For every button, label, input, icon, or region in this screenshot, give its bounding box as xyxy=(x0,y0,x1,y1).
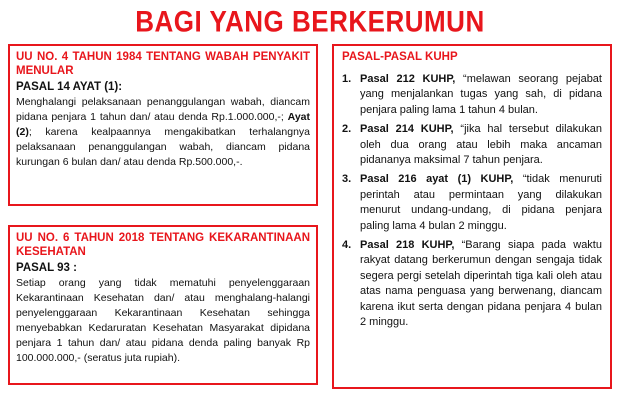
kuhp-box xyxy=(332,44,612,389)
kuhp-item xyxy=(342,238,602,330)
kuhp-item-ref: Pasal 212 KUHP, xyxy=(360,73,456,85)
uu-1984-text-2: ; karena kealpaannya mengakibatkan terhalangnya pelaksanaan penanggulangan wabah, diancam pidana kurungan 6 bulan dan/ atau denda Rp.500.000,-. xyxy=(16,126,310,168)
kuhp-item-text: “Barang siapa pada waktu rakyat datang berkerumun dengan sengaja tidak segera pergi setelah diperintah tiga kali oleh atau atas nama penguasa yang berwenang, diancam karena ikut serta dengan pidana penjara 4 bulan 2 minggu. xyxy=(360,239,602,329)
kuhp-item-ref: Pasal 216 ayat (1) KUHP, xyxy=(360,173,514,186)
uu-2018-pasal: PASAL 93 : xyxy=(16,262,77,274)
uu-1984-pasal: PASAL 14 AYAT (1): xyxy=(16,81,123,93)
uu-1984-text xyxy=(16,95,310,170)
kuhp-title: PASAL-PASAL KUHP xyxy=(342,51,458,63)
kuhp-item-ref: Pasal 214 KUHP, xyxy=(360,123,454,136)
kuhp-item-number: 4. xyxy=(342,239,352,252)
kuhp-list xyxy=(342,72,602,331)
uu-1984-box xyxy=(8,44,318,206)
kuhp-item-text: “melawan seorang pejabat yang menjalankan tugas yang sah, di pidana penjara paling lama 1 tahun 4 bulan. xyxy=(360,73,602,116)
kuhp-item xyxy=(342,172,602,234)
uu-2018-title: UU NO. 6 TAHUN 2018 TENTANG KEKARANTINAAN KESEHATAN xyxy=(16,232,310,258)
kuhp-item-text: “tidak menuruti perintah atau permintaan yang dilakukan menurut undang-undang, di pidana penjara paling lama 4 bulan 2 minggu. xyxy=(360,173,603,232)
kuhp-item-ref: Pasal 218 KUHP, xyxy=(360,239,455,252)
uu-1984-text-1: Menghalangi pelaksanaan penanggulangan wabah, diancam pidana penjara 1 tahun dan/ atau denda Rp.1.000.000,-; xyxy=(16,96,310,123)
uu-2018-text: Setiap orang yang tidak mematuhi penyelenggaraan Kekarantinaan Kesehatan dan/ atau menghalang-halangi penyelenggaraan Kekarantinaan Kesehatan sehingga menyebabkan Kedaruratan Kesehatan Masyarakat dipidana penjara 1 tahun dan/ atau pidana denda paling banyak Rp 100.000.000,- (seratus juta rupiah). xyxy=(16,277,310,364)
kuhp-item-text: “jika hal tersebut dilakukan oleh dua orang atau lebih maka ancaman pidananya maksimal 7 tahun penjara. xyxy=(360,123,602,167)
kuhp-item xyxy=(342,122,602,168)
uu-1984-title: UU NO. 4 TAHUN 1984 TENTANG WABAH PENYAKIT MENULAR xyxy=(16,51,310,77)
kuhp-item-number: 3. xyxy=(342,173,352,186)
kuhp-item-number: 1. xyxy=(342,73,352,85)
kuhp-item xyxy=(342,72,602,118)
uu-2018-box xyxy=(8,225,318,385)
uu-1984-ayat-2: Ayat (2) xyxy=(16,111,310,138)
kuhp-item-number: 2. xyxy=(342,123,352,136)
page-title: BAGI YANG BERKERUMUN xyxy=(135,3,485,39)
